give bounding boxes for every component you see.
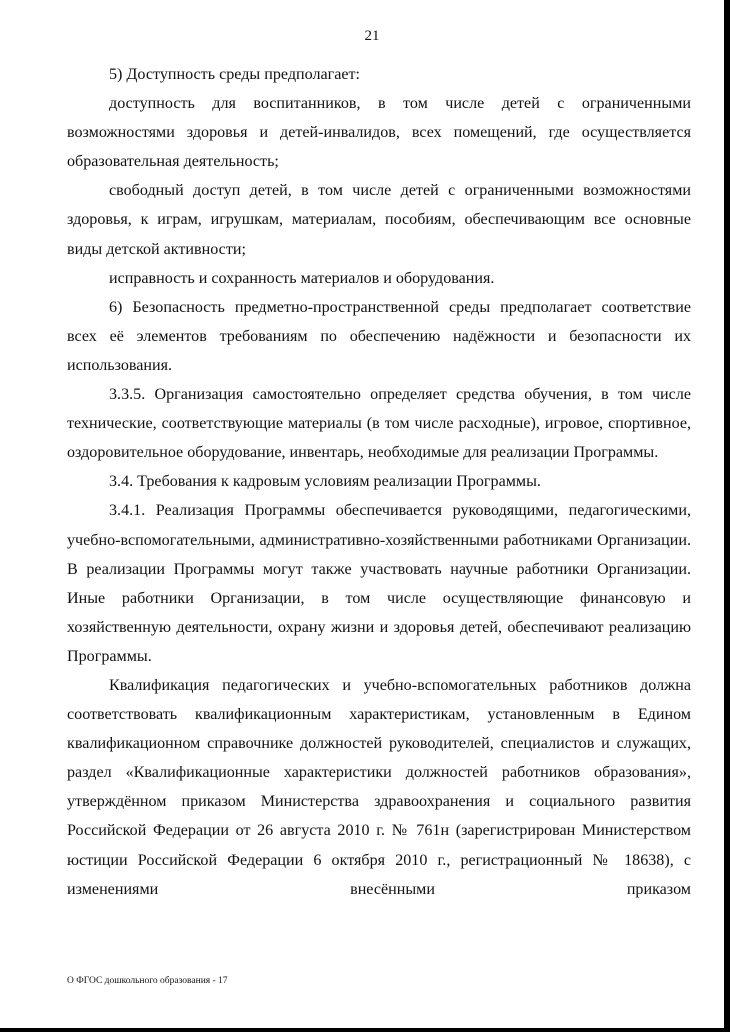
- paragraph-serviceability: исправность и сохранность материалов и оборудования.: [109, 269, 495, 287]
- paragraph-safety: 6) Безопасность предметно-пространственной среды предполагает соответствие всех её элементов требованиям по обеспечению надёжности и безопасности их использования.: [67, 298, 691, 374]
- page-footer: О ФГОС дошкольного образования - 17: [67, 976, 228, 986]
- paragraph-3-3-5: 3.3.5. Организация самостоятельно определяет средства обучения, в том числе технические, соответствующие материалы (в том числе расходные), игровое, спортивное, оздоровительное оборудование, инвентарь, необходимые для реализации Программы.: [67, 386, 691, 462]
- scan-edge-bottom: [0, 1028, 730, 1032]
- document-body: [67, 60, 691, 904]
- paragraph-3-4-1: 3.4.1. Реализация Программы обеспечивается руководящими, педагогическими, учебно-вспомогательными, административно-хозяйственными работниками Организации. В реализации Программы могут также участвовать научные работники Организации. Иные работники Организации, в том числе осуществляющие финансовую и хозяйственную деятельности, охрану жизни и здоровья детей, обеспечивают реализацию Программы.: [67, 502, 691, 665]
- paragraph-free-access: свободный доступ детей, в том числе детей с ограниченными возможностями здоровья, к играм, игрушкам, материалам, пособиям, обеспечивающим все основные виды детской активности;: [67, 182, 691, 258]
- page-number: 21: [364, 28, 380, 44]
- paragraph-3-4: 3.4. Требования к кадровым условиям реализации Программы.: [109, 473, 541, 491]
- scan-edge-right: [724, 0, 730, 1032]
- paragraph-qualification: Квалификация педагогических и учебно-вспомогательных работников должна соответствовать квалификационным характеристикам, установленным в Едином квалификационном справочнике должностей руководителей, специалистов и служащих, раздел «Квалификационные характеристики должностей работников образования», утверждённом приказом Министерства здравоохранения и социального развития Российской Федерации от 26 августа 2010 г. № 761н (зарегистрирован Министерством юстиции Российской Федерации 6 октября 2010 г., регистрационный № 18638), с изменениями внесёнными приказом: [67, 676, 691, 898]
- paragraph-accessibility-pupils: доступность для воспитанников, в том числе детей с ограниченными возможностями здоровья и детей-инвалидов, всех помещений, где осуществляется образовательная деятельность;: [67, 95, 691, 171]
- paragraph-accessibility-heading: 5) Доступность среды предполагает:: [109, 66, 361, 83]
